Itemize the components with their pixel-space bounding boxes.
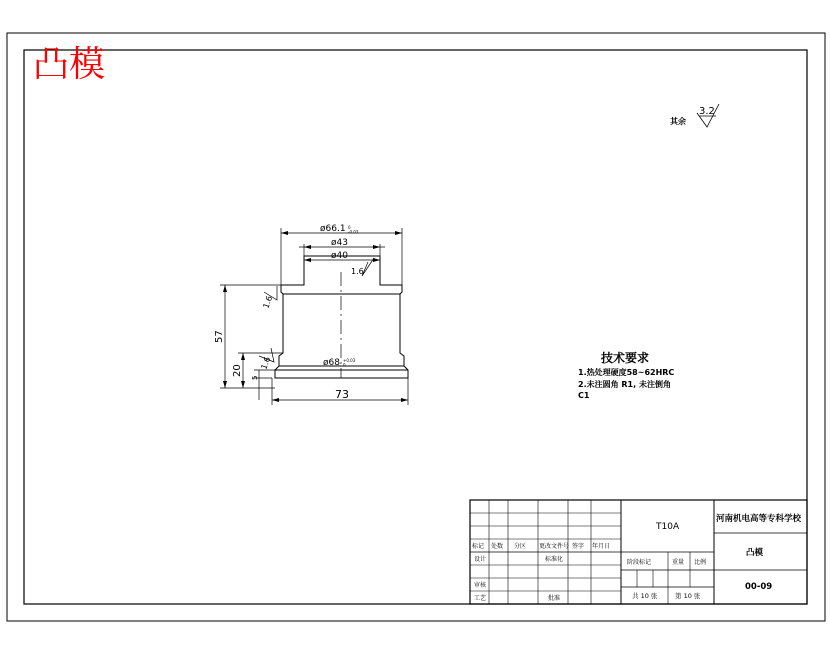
part-roughness-marks <box>259 258 374 371</box>
tech-line-1: 1.热处理硬度58~62HRC <box>578 368 675 377</box>
dim-40-diameter: ø40 <box>331 251 348 261</box>
dim-height-57: 57 <box>214 330 225 343</box>
dim-width-73: 73 <box>335 388 349 401</box>
general-roughness <box>670 104 719 127</box>
tb-label-approve: 批准 <box>548 595 561 602</box>
tb-label-mark: 标记 <box>472 543 485 550</box>
tb-drawing-no: 00-09 <box>745 582 773 592</box>
tb-label-docno: 更改文件号 <box>539 543 570 550</box>
tb-weight: 重量 <box>672 559 685 566</box>
dim-base-tolerance: +0.03 0 <box>343 358 356 368</box>
dim-height-5: 5 <box>251 375 259 380</box>
dim-height-20: 20 <box>232 364 243 377</box>
dim-top-diameter: ø66.1 <box>320 224 346 234</box>
dim-43-diameter: ø43 <box>331 238 348 248</box>
header-title: 凸模 <box>33 44 106 85</box>
tb-label-count: 处数 <box>491 543 504 550</box>
tb-label-zone: 分区 <box>514 543 527 550</box>
roughness-mark-icon <box>362 258 374 276</box>
roughness-mark-2: 1.6 <box>261 294 275 310</box>
tb-stage-mark: 阶段标记 <box>627 559 652 566</box>
roughness-mark-3: 1.6 <box>259 355 273 371</box>
roughness-value: 3.2 <box>699 106 715 117</box>
tb-part-name: 凸模 <box>746 548 764 558</box>
tech-title: 技术要求 <box>601 351 650 365</box>
roughness-prefix: 其余 <box>670 117 686 126</box>
tech-line-2: 2.未注圆角 R1, 未注倒角 <box>578 380 671 389</box>
punch-part-view <box>275 256 408 378</box>
tb-label-design: 设计 <box>474 556 487 563</box>
tb-scale: 比例 <box>694 559 707 566</box>
tb-label-sign: 签字 <box>572 543 585 550</box>
inner-border <box>24 50 807 604</box>
outer-border <box>7 33 825 621</box>
tb-label-review: 审核 <box>474 582 487 589</box>
tb-label-process: 工艺 <box>474 595 487 602</box>
dim-base-diameter: ø68 <box>323 358 340 368</box>
title-block-text <box>472 513 802 602</box>
tb-sheets-total: 共 10 张 <box>632 592 658 600</box>
tb-label-date: 年月日 <box>592 543 611 550</box>
tb-label-standard: 标准化 <box>545 556 564 563</box>
tech-requirements <box>578 350 674 400</box>
tb-sheet-no: 第 10 张 <box>675 592 701 600</box>
dim-top-tolerance: 0 -0.03 <box>348 225 359 235</box>
roughness-mark-1: 1.6 <box>351 267 364 276</box>
tb-school: 河南机电高等专科学校 <box>716 514 802 524</box>
tb-material: T10A <box>656 522 680 532</box>
tech-line-3: C1 <box>578 391 590 400</box>
part-outline <box>275 256 408 378</box>
